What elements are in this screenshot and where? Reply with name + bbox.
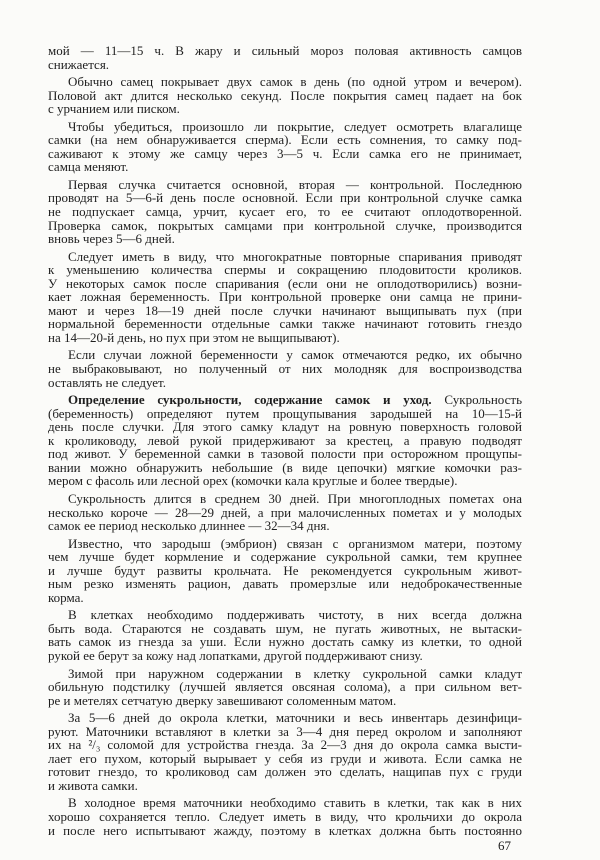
text-line: Зимой при наружном содержании в клетку сукрольной самки кладут	[68, 665, 522, 681]
text-line: вновь через 5—6 дней.	[48, 231, 175, 247]
text-line: Чтобы убедиться, произошло ли покрытие, следует осмотреть влагалище	[68, 118, 522, 134]
text-line: готовит гнездо, то кроликовод сам должен это сделать, нащипав пух с груди	[48, 764, 522, 780]
text-line: У некоторых самок после спаривания (если они не оплодотворились) возни-	[48, 275, 522, 291]
section-heading: Определение сукрольности, содержание самок и уход.	[68, 392, 432, 408]
text-line: к кролиководу, левой рукой придерживают за крестец, а правую подводят	[48, 432, 522, 448]
text-line: и живота самки.	[48, 777, 138, 793]
paragraph	[48, 75, 522, 116]
paragraph	[48, 711, 522, 792]
text-line: лает его пухом, который вырывает у себя из груди и живота. Если самка не	[48, 750, 522, 766]
text-line: саживают к этому же самцу через 3—5 ч. Если самка его не принимает,	[48, 145, 522, 161]
text-line: не выбраковывают, но полученный от них молодняк для воспроизводства	[48, 361, 522, 377]
text-line: нормальной беременности отдельные самки также начинают готовить гнездо	[48, 316, 522, 332]
text-line: под живот. У беременной самки в тазовой полости при осторожном прощупы-	[48, 446, 522, 462]
text-line: быть вода. Стараются не создавать шум, не пугать животных, не вытаски-	[48, 620, 522, 636]
text-line: мером с фасоль или лесной орех (комочки кала круглые и более твердые).	[48, 473, 458, 489]
text-line: (беременность) определяют путем прощупывания зародышей на 10—15-й	[48, 405, 522, 421]
book-page-text	[48, 44, 522, 841]
text-line: обильную подстилку (лучшей является овсяная солома), а при сильном вет-	[48, 679, 522, 695]
text-line: несколько короче — 28—29 дней, а при малочисленных пометах и у молодых	[48, 504, 522, 520]
text-line: к уменьшению количества спермы и сокращению плодовитости кроликов.	[48, 262, 522, 278]
text-line	[48, 393, 522, 407]
paragraph	[48, 178, 522, 246]
text-line: и после него испытывают жажду, поэтому в клетках должна быть постоянно	[48, 822, 522, 838]
text-line: чем лучше будет кормление и содержание сукрольной самки, тем крупнее	[48, 549, 522, 565]
text-line: не подпускает самца, урчит, кусает его, то ее считают оплодотворенной.	[48, 204, 522, 220]
paragraph	[48, 667, 522, 708]
text-line: В клетках необходимо поддерживать чистоту, в них всегда должна	[68, 607, 522, 623]
text-line: самца меняют.	[48, 159, 129, 175]
text-line: вании можно обнаружить небольшие (в виде цепочки) мягкие комочки раз-	[48, 459, 522, 475]
paragraph	[48, 537, 522, 605]
paragraph	[48, 393, 522, 488]
text-line: Обычно самец покрывает двух самок в день (по одной утром и вечером).	[68, 74, 522, 90]
text-line: вать самок из гнезда за уши. Если нужно достать самку из клетки, то одной	[48, 634, 522, 650]
text-line: снижается.	[48, 56, 110, 72]
paragraph	[48, 796, 522, 837]
text-line: самки (на нем обнаруживается сперма). Если есть сомнения, то самку под-	[48, 132, 522, 148]
text-line: и лучше будут развиты крольчата. Не рекомендуется сукрольным живот-	[48, 562, 522, 578]
text-line: с урчанием или писком.	[48, 101, 180, 117]
paragraph	[48, 120, 522, 174]
text-line: Следует иметь в виду, что многократные повторные спаривания приводят	[68, 248, 522, 264]
text-line: мой — 11—15 ч. В жару и сильный мороз половая активность самцов	[48, 43, 522, 58]
paragraph	[48, 608, 522, 662]
text-line: проводят на 5—6-й день после основной. Если при контрольной случке самка	[48, 190, 522, 206]
paragraph	[48, 44, 522, 71]
paragraph	[48, 250, 522, 345]
text-line: ным резко изменять рацион, давать промерзлые или недоброкачественные	[48, 576, 522, 592]
text-line: Половой акт длится несколько секунд. После покрытия самец падает на бок	[48, 87, 522, 103]
text-line: ре и метелях сетчатую дверку завешивают соломенным матом.	[48, 692, 397, 708]
text-line: их на ²/₃ соломой для устройства гнезда. За 2—3 дня до окрола самка высти-	[48, 737, 522, 753]
text-line: корма.	[48, 589, 84, 605]
text-line: рукой ее берут за кожу над лопатками, другой поддерживают снизу.	[48, 647, 423, 663]
text-line: самок ее период несколько длиннее — 32—34 дня.	[48, 518, 330, 534]
text-line: В холодное время маточники необходимо ставить в клетки, так как в них	[68, 795, 522, 811]
text-line: хорошо сохраняется тепло. Следует иметь в виду, что крольчихи до окрола	[48, 808, 522, 824]
page-number: 67	[498, 838, 511, 853]
text-line: мают и через 18—19 дней после случки начинают выщипывать пух (при	[48, 302, 522, 318]
text-line: За 5—6 дней до окрола клетки, маточники и весь инвентарь дезинфици-	[68, 710, 522, 726]
text-line: оставлять не следует.	[48, 374, 166, 390]
text-line: день после случки. Для этого самку кладут на ровную поверхность головой	[48, 419, 522, 435]
text-line: руют. Маточники вставляют в клетки за 3—4 дня перед окролом и заполняют	[48, 723, 522, 739]
text-line: Первая случка считается основной, вторая — контрольной. Последнюю	[68, 176, 522, 192]
text-line-rest: Сукрольность	[431, 392, 522, 408]
text-line: Проверка самок, покрытых самцами при контрольной случке, производится	[48, 217, 522, 233]
paragraph	[48, 348, 522, 389]
text-line: Известно, что зародыш (эмбрион) связан с организмом матери, поэтому	[68, 535, 522, 551]
text-line: на 14—20-й день, но пух при этом не выщипывают).	[48, 329, 340, 345]
text-line: Сукрольность длится в среднем 30 дней. При многоплодных пометах она	[68, 490, 522, 506]
paragraph	[48, 492, 522, 533]
text-line: Если случаи ложной беременности у самок отмечаются редко, их обычно	[68, 347, 522, 363]
text-line: кает ложная беременность. При контрольной проверке они самца не прини-	[48, 289, 522, 305]
